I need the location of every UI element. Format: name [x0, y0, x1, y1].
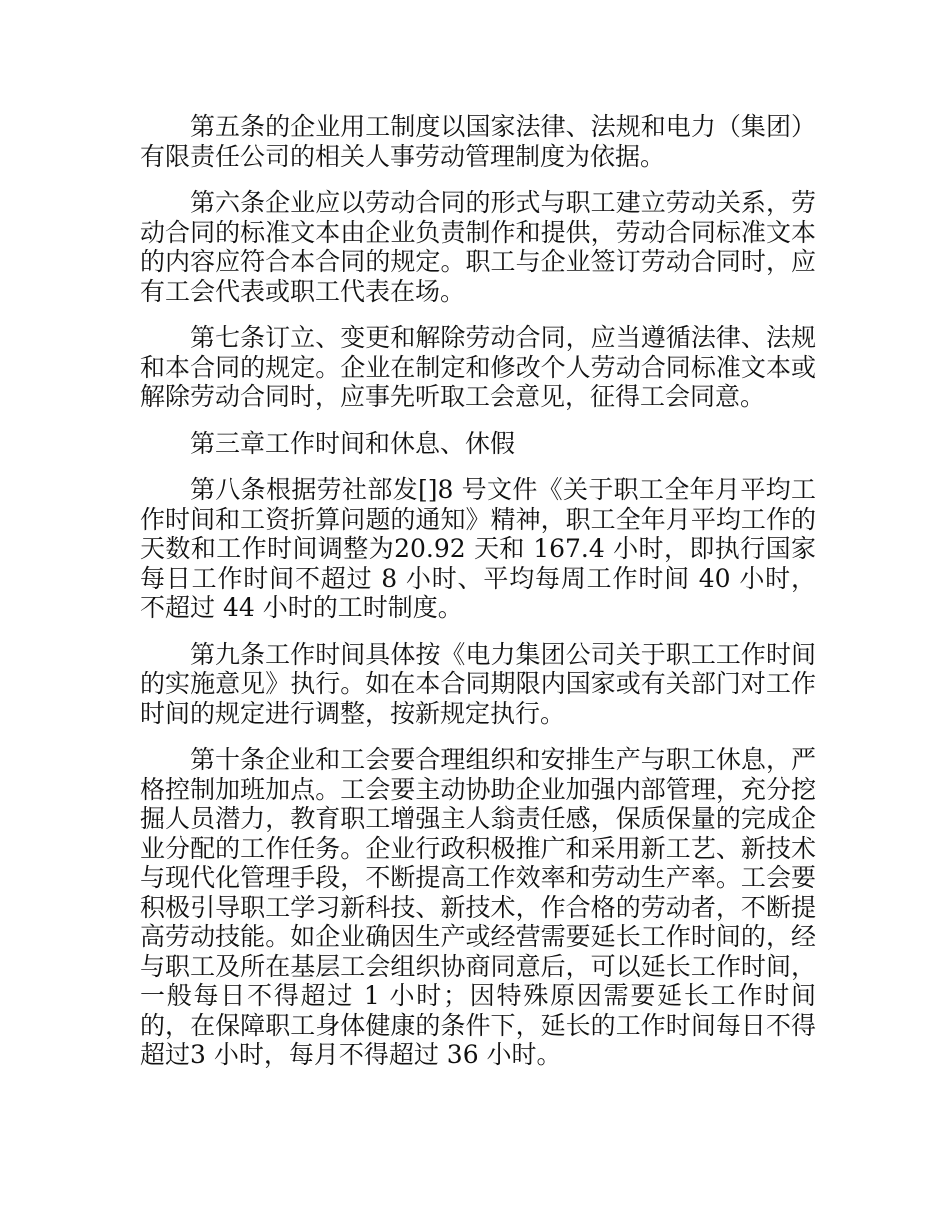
article-8-paragraph: 第八条根据劳社部发[]8 号文件《关于职工全年月平均工作时间和工资折算问题的通知》精神，职工全年月平均工作的天数和工作时间调整为20.92 天和 167.4 小时，即执行国家每日工作时间不超过 8 小时、平均每周工作时间 40 小时，不超过 44 小时的工时制度。: [140, 475, 816, 622]
article-6-paragraph: 第六条企业应以劳动合同的形式与职工建立劳动关系，劳动合同的标准文本由企业负责制作和提供，劳动合同标准文本的内容应符合本合同的规定。职工与企业签订劳动合同时，应有工会代表或职工代表在场。: [140, 188, 816, 306]
article-7-paragraph: 第七条订立、变更和解除劳动合同，应当遵循法律、法规和本合同的规定。企业在制定和修改个人劳动合同标准文本或解除劳动合同时，应事先听取工会意见，征得工会同意。: [140, 323, 816, 411]
article-5-paragraph: 第五条的企业用工制度以国家法律、法规和电力（集团）有限责任公司的相关人事劳动管理制度为依据。: [140, 112, 816, 171]
article-10-paragraph: 第十条企业和工会要合理组织和安排生产与职工休息，严格控制加班加点。工会要主动协助企业加强内部管理，充分挖掘人员潜力，教育职工增强主人翁责任感，保质保量的完成企业分配的工作任务。企业行政积极推广和采用新工艺、新技术与现代化管理手段，不断提高工作效率和劳动生产率。工会要积极引导职工学习新科技、新技术，作合格的劳动者，不断提高劳动技能。如企业确因生产或经营需要延长工作时间的，经与职工及所在基层工会组织协商同意后，可以延长工作时间，一般每日不得超过 1 小时；因特殊原因需要延长工作时间的，在保障职工身体健康的条件下，延长的工作时间每日不得超过3 小时，每月不得超过 36 小时。: [140, 745, 816, 1069]
document-body: [140, 112, 816, 1087]
chapter-3-heading: 第三章工作时间和休息、休假: [190, 428, 516, 458]
article-9-paragraph: 第九条工作时间具体按《电力集团公司关于职工工作时间的实施意见》执行。如在本合同期限内国家或有关部门对工作时间的规定进行调整，按新规定执行。: [140, 639, 816, 728]
